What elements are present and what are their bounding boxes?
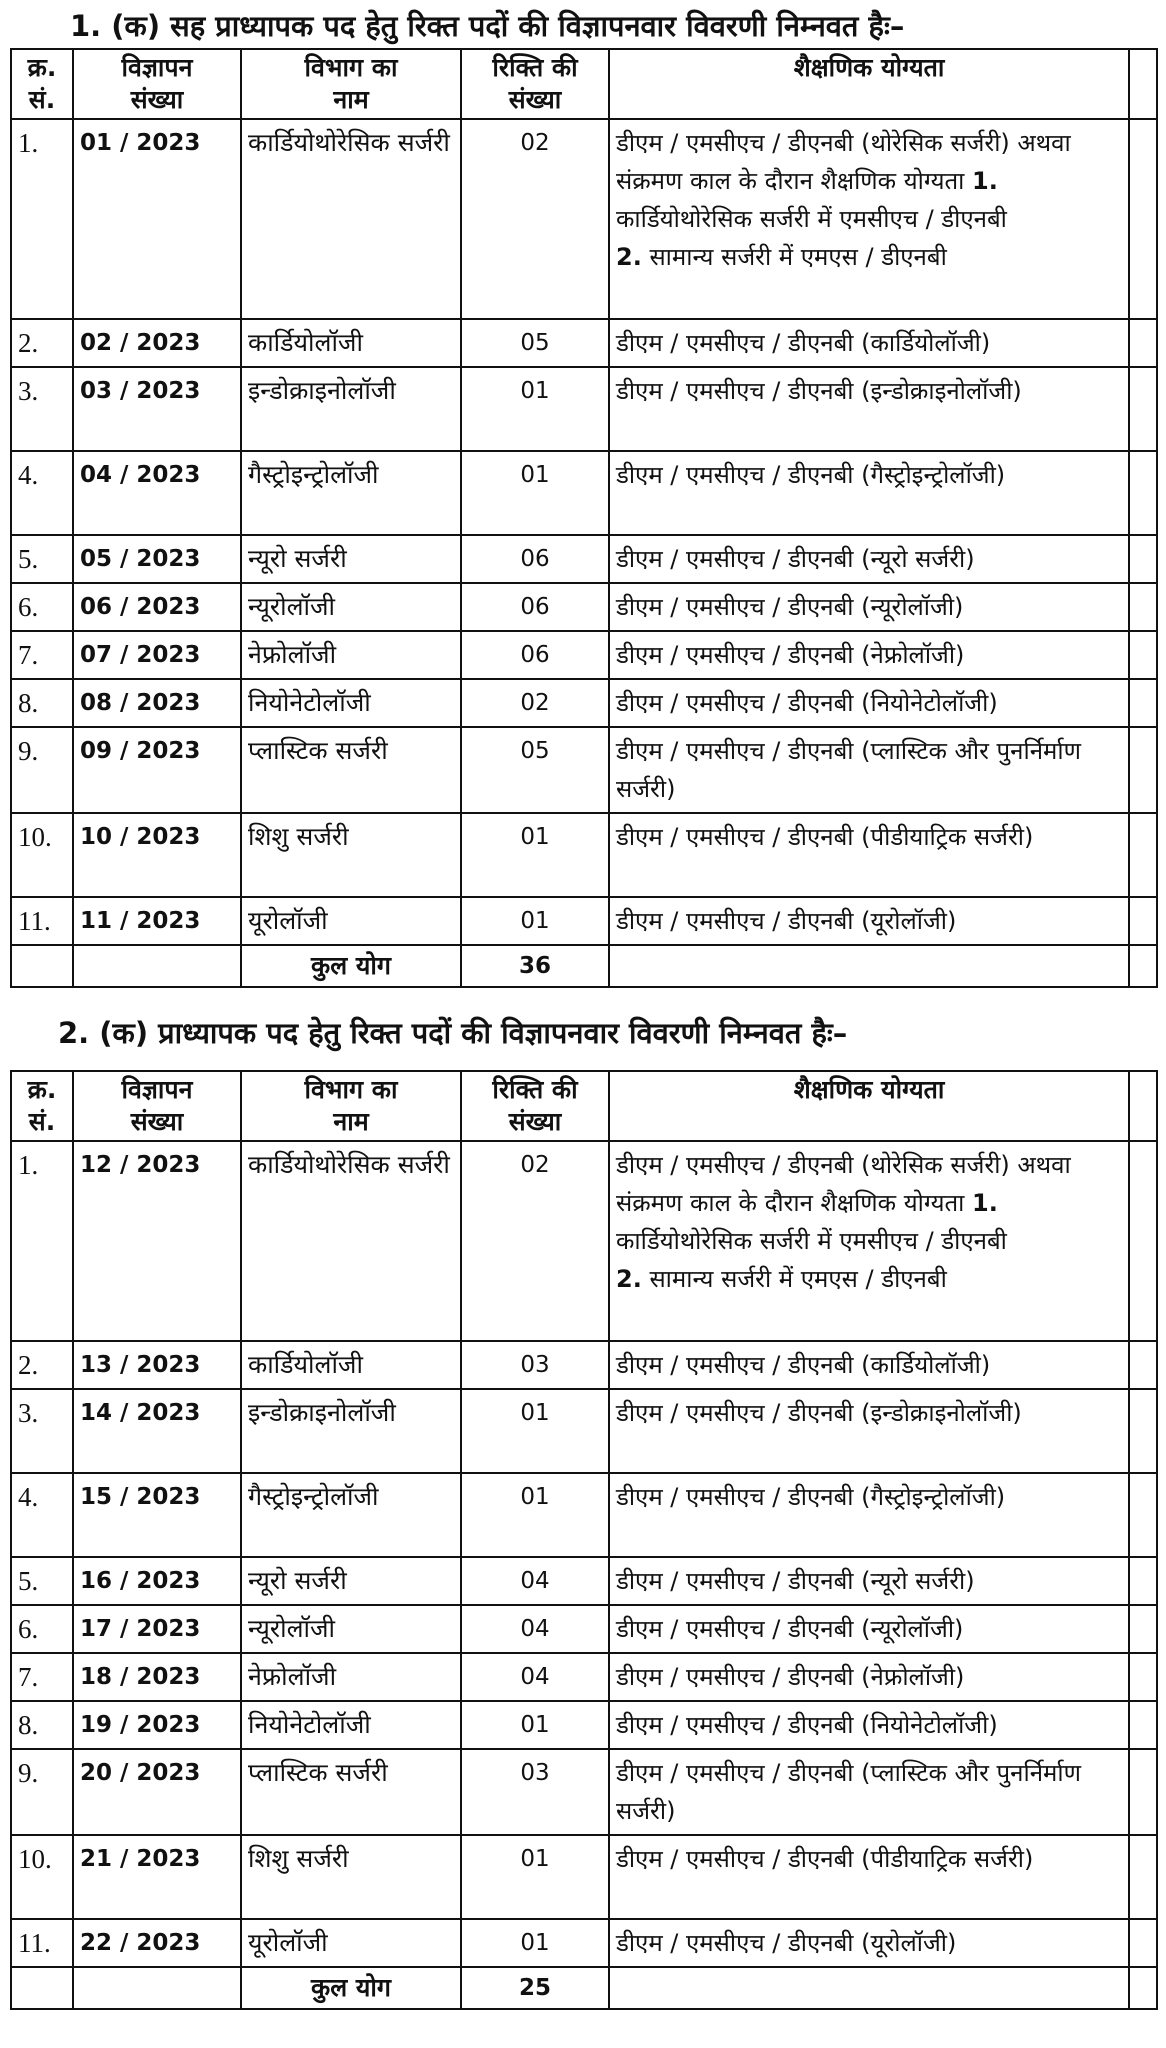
qualification-cell: डीएम / एमसीएच / डीएनबी (थोरेसिक सर्जरी) अथवा संक्रमण काल के दौरान शैक्षणिक योग्यता 1. कार्डियोथोरेसिक सर्जरी में एमसीएच / डीएनबी 2. सामान्य सर्जरी में एमएस / डीएनबी <box>609 1141 1129 1341</box>
table-row: 3. 03 / 2023 इन्डोक्राइनोलॉजी 01 डीएम / एमसीएच / डीएनबी (इन्डोक्राइनोलॉजी) <box>11 367 1157 451</box>
qualification-cell: डीएम / एमसीएच / डीएनबी (थोरेसिक सर्जरी) अथवा संक्रमण काल के दौरान शैक्षणिक योग्यता 1. कार्डियोथोरेसिक सर्जरी में एमसीएच / डीएनबी 2. सामान्य सर्जरी में एमएस / डीएनबी <box>609 119 1129 319</box>
section1-table <box>10 48 1158 988</box>
table-row: 1. 01 / 2023 कार्डियोथोरेसिक सर्जरी 02 डीएम / एमसीएच / डीएनबी (थोरेसिक सर्जरी) अथवा संक्रमण काल के दौरान शैक्षणिक योग्यता 1. कार्डियोथोरेसिक सर्जरी में एमसीएच / डीएनबी 2. सामान्य सर्जरी में एमएस / डीएनबी <box>11 119 1157 319</box>
header-vac: रिक्ति की संख्या <box>461 1071 609 1141</box>
table-row: 4. 04 / 2023 गैस्ट्रोइन्ट्रोलॉजी 01 डीएम / एमसीएच / डीएनबी (गैस्ट्रोइन्ट्रोलॉजी) <box>11 451 1157 535</box>
table-row: 2. 13 / 2023 कार्डियोलॉजी 03 डीएम / एमसीएच / डीएनबी (कार्डियोलॉजी) <box>11 1341 1157 1389</box>
header-qual: शैक्षणिक योग्यता <box>609 1071 1129 1141</box>
header-vac: रिक्ति की संख्या <box>461 49 609 119</box>
table-header <box>11 49 1157 119</box>
table-row: 5. 05 / 2023 न्यूरो सर्जरी 06 डीएम / एमसीएच / डीएनबी (न्यूरो सर्जरी) <box>11 535 1157 583</box>
total-label: कुल योग <box>241 945 461 987</box>
header-qual: शैक्षणिक योग्यता <box>609 49 1129 119</box>
section1-heading: 1. (क) सह प्राध्यापक पद हेतु रिक्त पदों की विज्ञापनवार विवरणी निम्नवत हैः– <box>70 9 905 43</box>
table-row: 9. 09 / 2023 प्लास्टिक सर्जरी 05 डीएम / एमसीएच / डीएनबी (प्लास्टिक और पुनर्निर्माण सर्जरी) <box>11 727 1157 813</box>
table-row: 8. 19 / 2023 नियोनेटोलॉजी 01 डीएम / एमसीएच / डीएनबी (नियोनेटोलॉजी) <box>11 1701 1157 1749</box>
header-adv: विज्ञापन संख्या <box>73 49 241 119</box>
table-row: 3. 14 / 2023 इन्डोक्राइनोलॉजी 01 डीएम / एमसीएच / डीएनबी (इन्डोक्राइनोलॉजी) <box>11 1389 1157 1473</box>
total-value: 36 <box>461 945 609 987</box>
table-row: 10. 10 / 2023 शिशु सर्जरी 01 डीएम / एमसीएच / डीएनबी (पीडीयाट्रिक सर्जरी) <box>11 813 1157 897</box>
table-row: 11. 11 / 2023 यूरोलॉजी 01 डीएम / एमसीएच / डीएनबी (यूरोलॉजी) <box>11 897 1157 945</box>
table-header <box>11 1071 1157 1141</box>
total-label: कुल योग <box>241 1967 461 2009</box>
table-row: 6. 06 / 2023 न्यूरोलॉजी 06 डीएम / एमसीएच / डीएनबी (न्यूरोलॉजी) <box>11 583 1157 631</box>
section2-heading: 2. (क) प्राध्यापक पद हेतु रिक्त पदों की विज्ञापनवार विवरणी निम्नवत हैः– <box>58 1016 848 1050</box>
header-dept: विभाग का नाम <box>241 49 461 119</box>
section2-table <box>10 1070 1158 2010</box>
table-row: 7. 18 / 2023 नेफ्रोलॉजी 04 डीएम / एमसीएच / डीएनबी (नेफ्रोलॉजी) <box>11 1653 1157 1701</box>
total-value: 25 <box>461 1967 609 2009</box>
total-row <box>11 945 1157 987</box>
table-row: 5. 16 / 2023 न्यूरो सर्जरी 04 डीएम / एमसीएच / डीएनबी (न्यूरो सर्जरी) <box>11 1557 1157 1605</box>
header-adv: विज्ञापन संख्या <box>73 1071 241 1141</box>
table-row: 4. 15 / 2023 गैस्ट्रोइन्ट्रोलॉजी 01 डीएम / एमसीएच / डीएनबी (गैस्ट्रोइन्ट्रोलॉजी) <box>11 1473 1157 1557</box>
table-row: 2. 02 / 2023 कार्डियोलॉजी 05 डीएम / एमसीएच / डीएनबी (कार्डियोलॉजी) <box>11 319 1157 367</box>
table-row: 7. 07 / 2023 नेफ्रोलॉजी 06 डीएम / एमसीएच / डीएनबी (नेफ्रोलॉजी) <box>11 631 1157 679</box>
table-row: 6. 17 / 2023 न्यूरोलॉजी 04 डीएम / एमसीएच / डीएनबी (न्यूरोलॉजी) <box>11 1605 1157 1653</box>
total-row <box>11 1967 1157 2009</box>
header-dept: विभाग का नाम <box>241 1071 461 1141</box>
table-row: 9. 20 / 2023 प्लास्टिक सर्जरी 03 डीएम / एमसीएच / डीएनबी (प्लास्टिक और पुनर्निर्माण सर्जरी) <box>11 1749 1157 1835</box>
table-row: 1. 12 / 2023 कार्डियोथोरेसिक सर्जरी 02 डीएम / एमसीएच / डीएनबी (थोरेसिक सर्जरी) अथवा संक्रमण काल के दौरान शैक्षणिक योग्यता 1. कार्डियोथोरेसिक सर्जरी में एमसीएच / डीएनबी 2. सामान्य सर्जरी में एमएस / डीएनबी <box>11 1141 1157 1341</box>
header-sn: क्र. सं. <box>11 1071 73 1141</box>
header-sn: क्र. सं. <box>11 49 73 119</box>
table-row: 8. 08 / 2023 नियोनेटोलॉजी 02 डीएम / एमसीएच / डीएनबी (नियोनेटोलॉजी) <box>11 679 1157 727</box>
table-row: 10. 21 / 2023 शिशु सर्जरी 01 डीएम / एमसीएच / डीएनबी (पीडीयाट्रिक सर्जरी) <box>11 1835 1157 1919</box>
table-row: 11. 22 / 2023 यूरोलॉजी 01 डीएम / एमसीएच / डीएनबी (यूरोलॉजी) <box>11 1919 1157 1967</box>
